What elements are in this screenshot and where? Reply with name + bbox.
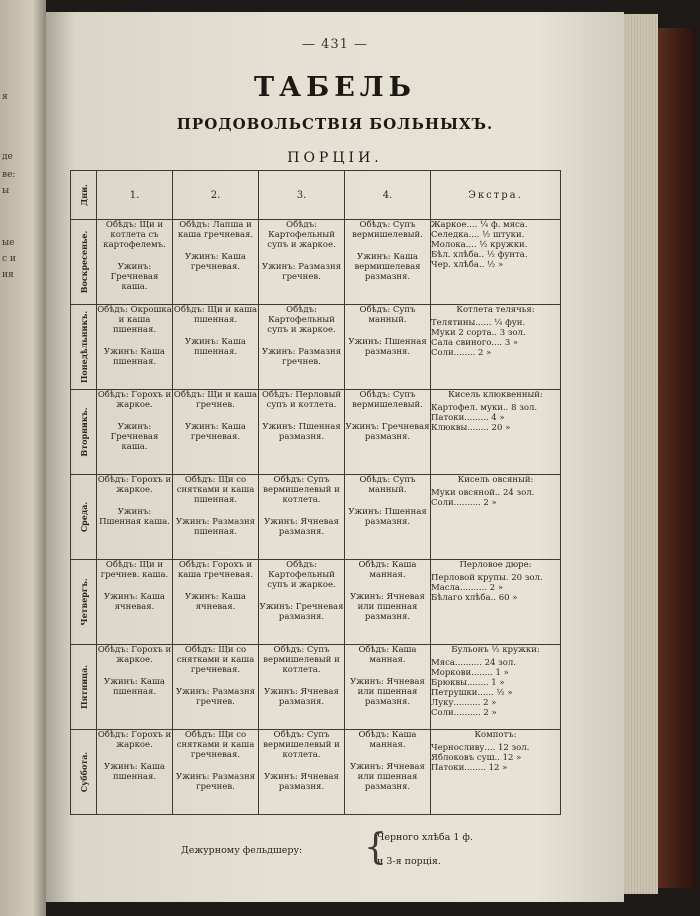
lunch-text: Обѣдъ: Горохъ и жаркое. <box>97 730 172 750</box>
extra-line: Телятины...... ¼ фун. <box>431 318 526 328</box>
supper-text: Ужинъ: Каша ячневая. <box>104 592 165 612</box>
page-edges <box>624 14 658 894</box>
lunch-text: Обѣдъ: Картофельный супъ и жаркое. <box>267 220 336 250</box>
portion-cell <box>97 220 173 305</box>
supper-text: Ужинъ: Каша ячневая. <box>185 592 246 612</box>
extra-cell <box>431 645 561 730</box>
extra-line: Перловой крупы. 20 зол. <box>431 573 543 583</box>
extra-cell <box>431 730 561 815</box>
lunch-text: Обѣдъ: Картофельный супъ и жаркое. <box>267 560 336 590</box>
table-row <box>71 560 561 645</box>
left-page-text: ые <box>2 238 15 248</box>
portion-cell <box>173 475 259 560</box>
portion-cell <box>259 390 345 475</box>
portion-cell <box>97 560 173 645</box>
extra-cell <box>431 475 561 560</box>
portion-cell <box>173 730 259 815</box>
portion-cell <box>345 645 431 730</box>
extra-line: Моркови........ 1 » <box>431 668 509 678</box>
page-title: ТАБЕЛЬ <box>254 72 416 103</box>
day-label: Среда. <box>78 501 89 533</box>
supper-text: Ужинъ: Каша пшенная. <box>104 762 165 782</box>
supper-text: Ужинъ: Ячневая или пшенная размазня. <box>350 592 425 622</box>
portion-cell <box>97 730 173 815</box>
extra-line: Бѣлаго хлѣба.. 60 » <box>431 593 518 603</box>
extra-line: Чер. хлѣба.. ½ » <box>431 260 504 270</box>
portion-cell <box>345 390 431 475</box>
supper-text: Ужинъ: Гречневая каша. <box>110 422 159 452</box>
extra-line: Брюквы........ 1 » <box>431 678 505 688</box>
lunch-text: Обѣдъ: Перловый супъ и котлета. <box>261 390 342 410</box>
extra-heading: Компотъ: <box>474 730 517 740</box>
table-header-row <box>71 171 561 220</box>
extra-cell <box>431 390 561 475</box>
lunch-text: Обѣдъ: Щи и каша гречнев. <box>173 390 258 410</box>
lunch-text: Обѣдъ: Горохъ и жаркое. <box>97 645 172 665</box>
day-cell <box>71 305 97 390</box>
supper-text: Ужинъ: Каша пшенная. <box>185 337 246 357</box>
portion-cell <box>259 560 345 645</box>
supper-text: Ужинъ: Каша вермишелевая размазня. <box>354 252 421 282</box>
portion-cell <box>173 560 259 645</box>
extra-line: Соли........ 2 » <box>431 348 492 358</box>
portion-cell <box>97 305 173 390</box>
header-portion-3: 3. <box>259 171 345 220</box>
left-page-text: ия <box>2 270 14 280</box>
lunch-text: Обѣдъ: Горохъ и жаркое. <box>97 390 172 410</box>
lunch-text: Обѣдъ: Лапша и каша гречневая. <box>177 220 254 240</box>
footer-line-1: Черного хлѣба 1 ф. <box>377 832 473 843</box>
lunch-text: Обѣдъ: Щи и гречнев. каша. <box>100 560 169 580</box>
extra-line: Петрушки...... ½ » <box>431 688 513 698</box>
table-row <box>71 645 561 730</box>
portion-cell <box>345 305 431 390</box>
supper-text: Ужинъ: Каша пшенная. <box>104 677 165 697</box>
supper-text: Ужинъ: Ячневая размазня. <box>264 517 339 537</box>
supper-text: Ужинъ: Размазня гречнев. <box>261 347 342 367</box>
extra-heading: Кисель овсяный: <box>457 475 534 485</box>
header-portion-1: 1. <box>97 171 173 220</box>
portion-cell <box>345 475 431 560</box>
portion-cell <box>173 390 259 475</box>
supper-text: Ужинъ: Гречневая размазня. <box>259 602 344 622</box>
footer-line-2: и 3-я порція. <box>377 856 441 867</box>
lunch-text: Обѣдъ: Каша манная. <box>358 560 417 580</box>
supper-text: Ужинъ: Ячневая размазня. <box>264 772 339 792</box>
supper-text: Ужинъ: Гречневая каша. <box>110 262 159 292</box>
supper-text: Ужинъ: Каша пшенная. <box>104 347 165 367</box>
portion-cell <box>345 730 431 815</box>
left-page-edge <box>0 0 46 916</box>
lunch-text: Обѣдъ: Картофельный супъ и жаркое. <box>267 305 336 335</box>
lunch-text: Обѣдъ: Супъ вермишелевый. <box>352 390 423 410</box>
left-page-text: с и <box>2 254 16 264</box>
extra-line: Мяса.......... 24 зол. <box>431 658 516 668</box>
page-subtitle: ПРОДОВОЛЬСТВІЯ БОЛЬНЫХЪ. <box>176 115 494 133</box>
extra-line: Муки 2 сорта.. 3 зол. <box>431 328 526 338</box>
extra-line: Сала свиного.... 3 » <box>431 338 519 348</box>
table-row <box>71 305 561 390</box>
extra-heading: Перловое дюре: <box>459 560 532 570</box>
portion-cell <box>97 390 173 475</box>
extra-line: Черносливу.... 12 зол. <box>431 743 530 753</box>
lunch-text: Обѣдъ: Супъ вермишелевый и котлета. <box>263 475 340 505</box>
day-label: Воскресенье. <box>78 230 89 294</box>
supper-text: Ужинъ: Пшенная размазня. <box>348 337 427 357</box>
supper-text: Ужинъ: Размазня пшенная. <box>175 517 256 537</box>
header-day: Дни. <box>71 171 97 220</box>
header-portion-2: 2. <box>173 171 259 220</box>
day-cell <box>71 730 97 815</box>
supper-text: Ужинъ: Каша гречневая. <box>185 252 246 272</box>
extra-line: Клюквы........ 20 » <box>431 423 511 433</box>
extra-line: Бѣл. хлѣба.. ½ фунта. <box>431 250 528 260</box>
book-cover <box>658 28 696 888</box>
extra-line: Патоки........ 12 » <box>431 763 508 773</box>
lunch-text: Обѣдъ: Супъ вермишелевый и котлета. <box>263 730 340 760</box>
table-row <box>71 475 561 560</box>
lunch-text: Обѣдъ: Щи и котлета съ картофелемъ. <box>103 220 166 250</box>
extra-line: Молока.... ½ кружки. <box>431 240 528 250</box>
rations-table <box>70 170 561 815</box>
day-cell <box>71 220 97 305</box>
header-portion-4: 4. <box>345 171 431 220</box>
extra-line: Жаркое.... ¼ ф. мяса. <box>431 220 528 230</box>
extra-line: Масла.......... 2 » <box>431 583 504 593</box>
lunch-text: Обѣдъ: Щи со снятками и каша пшенная. <box>176 475 255 505</box>
lunch-text: Обѣдъ: Каша манная. <box>358 730 417 750</box>
lunch-text: Обѣдъ: Супъ вермишелевый. <box>352 220 423 240</box>
left-page-text: я <box>2 92 8 102</box>
extra-line: Картофел. муки.. 8 зол. <box>431 403 538 413</box>
supper-text: Ужинъ: Пшенная каша. <box>99 507 170 527</box>
table-row <box>71 730 561 815</box>
lunch-text: Обѣдъ: Каша манная. <box>358 645 417 665</box>
supper-text: Ужинъ: Гречневая размазня. <box>345 422 430 442</box>
portion-cell <box>259 730 345 815</box>
lunch-text: Обѣдъ: Щи со снятками и каша гречневая. <box>176 645 255 675</box>
day-cell <box>71 475 97 560</box>
table-row <box>71 390 561 475</box>
extra-line: Луку.......... 2 » <box>431 698 497 708</box>
left-page-text: де <box>2 152 13 162</box>
book-page <box>46 12 624 902</box>
supper-text: Ужинъ: Размазня гречнев. <box>261 262 342 282</box>
portion-cell <box>173 220 259 305</box>
supper-text: Ужинъ: Ячневая размазня. <box>264 687 339 707</box>
portion-cell <box>97 475 173 560</box>
extra-line: Соли.......... 2 » <box>431 498 497 508</box>
day-label: Суббота. <box>78 751 89 793</box>
section-heading: ПОРЦІИ. <box>287 150 383 166</box>
day-label: Четвергъ. <box>78 578 89 626</box>
extra-heading: Котлета телячья: <box>456 305 535 315</box>
supper-text: Ужинъ: Размазня гречнев. <box>175 687 256 707</box>
day-cell <box>71 645 97 730</box>
lunch-text: Обѣдъ: Щи и каша пшенная. <box>173 305 258 325</box>
day-label: Вторникъ. <box>78 407 89 457</box>
lunch-text: Обѣдъ: Окрошка и каша пшенная. <box>97 305 172 335</box>
extra-cell <box>431 305 561 390</box>
portion-cell <box>345 220 431 305</box>
portion-cell <box>345 560 431 645</box>
day-cell <box>71 390 97 475</box>
extra-line: Патоки......... 4 » <box>431 413 505 423</box>
extra-line: Муки овсяной.. 24 зол. <box>431 488 535 498</box>
supper-text: Ужинъ: Размазня гречнев. <box>175 772 256 792</box>
lunch-text: Обѣдъ: Щи со снятками и каша гречневая. <box>176 730 255 760</box>
supper-text: Ужинъ: Каша гречневая. <box>185 422 246 442</box>
table-row <box>71 220 561 305</box>
supper-text: Ужинъ: Пшенная размазня. <box>348 507 427 527</box>
supper-text: Ужинъ: Ячневая или пшенная размазня. <box>350 762 425 792</box>
portion-cell <box>173 305 259 390</box>
portion-cell <box>97 645 173 730</box>
lunch-text: Обѣдъ: Супъ вермишелевый и котлета. <box>263 645 340 675</box>
footer-label: Дежурному фельдшеру: <box>181 845 303 856</box>
day-cell <box>71 560 97 645</box>
extra-cell <box>431 220 561 305</box>
brace-icon: { <box>364 827 387 868</box>
page-number: — 431 — <box>301 37 369 52</box>
left-page-text: ве: <box>2 170 16 180</box>
lunch-text: Обѣдъ: Супъ манный. <box>359 305 416 325</box>
extra-heading: Кисель клюквенный: <box>448 390 543 400</box>
portion-cell <box>259 305 345 390</box>
portion-cell <box>259 475 345 560</box>
portion-cell <box>259 220 345 305</box>
supper-text: Ужинъ: Пшенная размазня. <box>262 422 341 442</box>
supper-text: Ужинъ: Ячневая или пшенная размазня. <box>350 677 425 707</box>
portion-cell <box>259 645 345 730</box>
extra-line: Селедка.... ½ штуки. <box>431 230 525 240</box>
extra-heading: Бульонъ ½ кружки: <box>451 645 540 655</box>
day-label: Понедѣльникъ. <box>78 310 89 384</box>
header-extra: Экстра. <box>431 171 561 220</box>
extra-cell <box>431 560 561 645</box>
portion-cell <box>173 645 259 730</box>
lunch-text: Обѣдъ: Горохъ и каша гречневая. <box>177 560 254 580</box>
lunch-text: Обѣдъ: Супъ манный. <box>359 475 416 495</box>
left-page-text: ы <box>2 186 10 196</box>
extra-line: Соли.......... 2 » <box>431 708 497 718</box>
lunch-text: Обѣдъ: Горохъ и жаркое. <box>97 475 172 495</box>
extra-line: Яблоковъ суш.. 12 » <box>431 753 522 763</box>
day-label: Пятница. <box>78 664 89 710</box>
